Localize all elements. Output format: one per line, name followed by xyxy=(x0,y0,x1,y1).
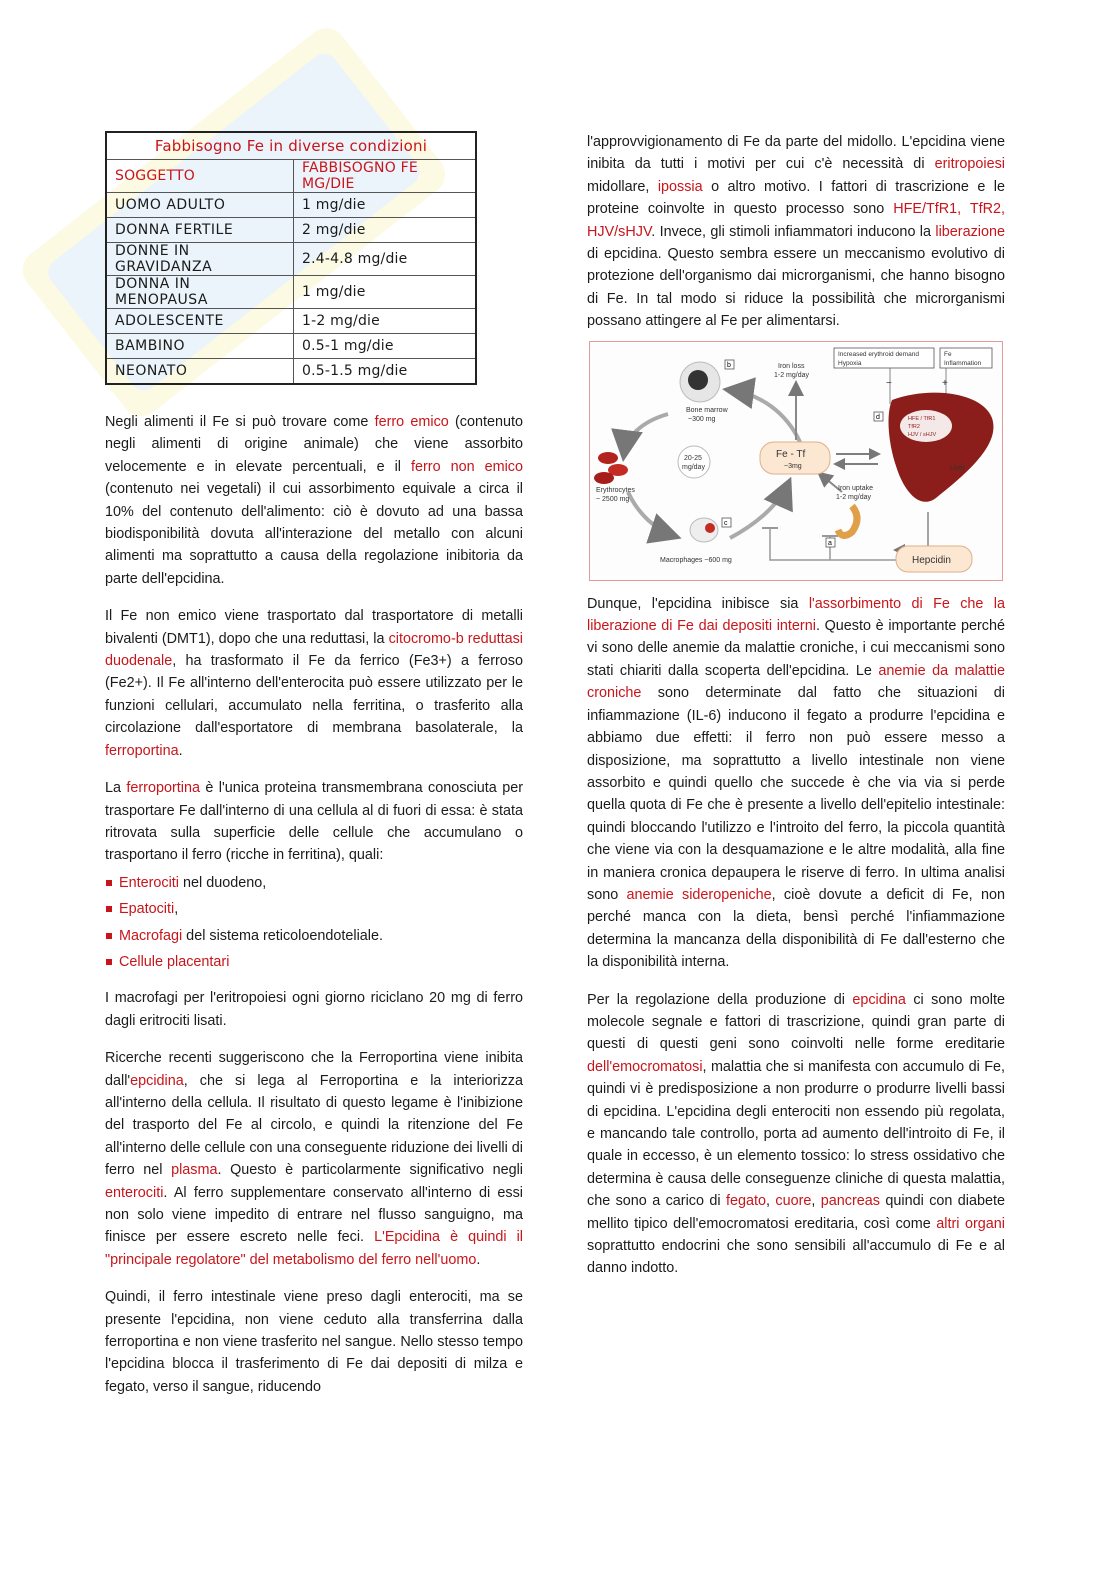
row-subject: UOMO ADULTO xyxy=(106,193,294,218)
row-need: 1-2 mg/die xyxy=(294,309,477,334)
table-row xyxy=(106,193,476,218)
arrow-macrophages-to-fetf xyxy=(730,484,788,538)
paragraph-non-heme-iron: Il Fe non emico viene trasportato dal trasportatore di metalli bivalenti (DMT1), dopo che una reduttasi, la citocromo-b reduttasi duodenale, ha trasformato il Fe da ferrico (Fe3+) a ferroso (Fe2+). Il Fe all'interno dell'enterocita può essere utilizzato per le funzioni cellulari, accumulato nella ferritina, o trasferito alla circolazione dall'esportatore di membrana basolaterale, la ferroportina. xyxy=(105,608,523,759)
row-subject: BAMBINO xyxy=(106,334,294,359)
svg-text:Increased erythroid demand: Increased erythroid demand xyxy=(838,350,919,358)
svg-text:Fe - Tf: Fe - Tf xyxy=(776,448,806,460)
paragraph-ferroportin: La ferroportina è l'unica proteina transmembrana conosciuta per trasportare Fe dall'interno di una cellula al di fuori di essa: è stata ritrovata sulla superficie delle cellule che accumulano o trasportano il ferro (ricche in ferritina), quali: xyxy=(105,780,523,864)
table-caption: Fabbisogno Fe in diverse condizioni xyxy=(106,132,476,160)
svg-text:mg/day: mg/day xyxy=(682,463,705,471)
svg-text:~3mg: ~3mg xyxy=(784,462,802,470)
iron-requirements-table xyxy=(105,131,477,385)
row-subject: ADOLESCENTE xyxy=(106,309,294,334)
svg-text:Erythrocytes: Erythrocytes xyxy=(596,486,635,494)
arrow-fetf-to-marrow xyxy=(730,390,800,442)
arrow-liver-to-hepcidin xyxy=(896,512,928,550)
row-need: 2 mg/die xyxy=(294,218,477,243)
erythrocyte xyxy=(594,472,614,484)
table-row xyxy=(106,276,476,309)
svg-text:Bone marrow: Bone marrow xyxy=(686,406,728,414)
row-need: 1 mg/die xyxy=(294,193,477,218)
paragraph-macrophages: I macrofagi per l'eritropoiesi ogni giorno riciclano 20 mg di ferro dagli eritrociti lisati. xyxy=(105,990,523,1029)
svg-text:~ 2500 mg: ~ 2500 mg xyxy=(596,495,630,503)
right-column xyxy=(587,131,1005,1295)
table-header-need: FABBISOGNO FE MG/DIE xyxy=(294,160,477,193)
paragraph-hepcidin-research: Ricerche recenti suggeriscono che la Ferroportina viene inibita dall'epcidina, che si lega al Ferroportina e la interiorizza all'interno della cellula. Il risultato di questo legame è l'inibizione del trasporto del Fe al circolo, e quindi la ritenzione del Fe all'interno delle cellule con una conseguente riduzione dei livelli di ferro nel plasma. Questo è particolarmente significativo negli enterociti. Al ferro supplementare conservato all'interno di essi non solo viene impedito di entrare nel flusso sanguigno, ma finisce per essere escreto nelle feci. L'Epcidina è quindi il "principale regolatore" del metabolismo del ferro nell'uomo. xyxy=(105,1050,523,1268)
row-subject: DONNA IN MENOPAUSA xyxy=(106,276,294,309)
svg-text:+: + xyxy=(942,377,948,389)
row-subject: DONNE IN GRAVIDANZA xyxy=(106,243,294,276)
daily-rate-circle xyxy=(678,446,710,478)
svg-text:1-2 mg/day: 1-2 mg/day xyxy=(836,493,872,501)
svg-text:TfR2: TfR2 xyxy=(908,423,920,430)
row-need: 1 mg/die xyxy=(294,276,477,309)
erythrocyte xyxy=(598,452,618,464)
svg-text:Hypoxia: Hypoxia xyxy=(838,359,862,367)
arrow-marrow-to-erythrocytes xyxy=(624,414,668,454)
paragraph-heme-iron: Negli alimenti il Fe si può trovare come ferro emico (contenuto negli alimenti di origine animale) che viene assorbito velocemente e in elevate percentuali, e il ferro non emico (contenuto nei vegetali) il cui assorbimento equivale a circa il 10% del contenuto dell'alimento: ciò è dovuto ad una bassa biodisponibilità dovuta all'interazione del metallo con alcuni alimenti ma soprattutto a causa della regolazione inibitoria da parte dell'epcidina. xyxy=(105,414,523,587)
svg-text:Iron loss: Iron loss xyxy=(778,362,805,370)
svg-text:Hepcidin: Hepcidin xyxy=(912,554,951,566)
list-item: Epatociti, xyxy=(105,898,523,920)
list-item: Cellule placentari xyxy=(105,951,523,973)
row-need: 0.5-1.5 mg/die xyxy=(294,359,477,385)
list-item: Macrofagi del sistema reticoloendoteliale. xyxy=(105,925,523,947)
arrow-erythrocytes-to-macrophages xyxy=(628,492,674,536)
svg-text:Liver: Liver xyxy=(950,464,966,472)
table-header-subject: SOGGETTO xyxy=(106,160,294,193)
svg-text:HFE / TfR1: HFE / TfR1 xyxy=(908,415,936,422)
paragraph-hepcidin-inhibition: l'approvvigionamento di Fe da parte del midollo. L'epcidina viene inibita da tutti i motivi per cui c'è necessità di eritropoiesi midollare, ipossia o altro motivo. I fattori di trascrizione e le proteine coinvolte in questo processo sono HFE/TfR1, TfR2, HJV/sHJV. Invece, gli stimoli infiammatori inducono la liberazione di epcidina. Questo sembra essere un meccanismo evolutivo di protezione dell'organismo dai microrganismi, che hanno bisogno di Fe. In tal modo si riduce la possibilità che microrganismi possano attingere al Fe per alimentarsi. xyxy=(587,134,1006,330)
paragraph-chronic-anemia: Dunque, l'epcidina inibisce sia l'assorbimento di Fe che la liberazione di Fe dai depositi interni. Questo è importante perché vi sono delle anemie da malattie croniche, i cui meccanismi sono stati chiariti dalla scoperta dell'epcidina. Le anemie da malattie croniche sono determinate dal fatto che situazioni di infiammazione (IL-6) inducono il fegato a produrre l'epcidina e abbiamo due effetti: il ferro non può essere messo a disposizione, ma soprattutto a livello intestinale non viene assorbito e quindi quello che succede è che via via si perde quella quota di Fe che è presente a livello dell'epitelio intestinale: quindi bloccando l'utilizzo e l'introito del ferro, la piccola quantità che viene via con la desquamazione e le altre modalità, alla fine in maniera cronica depaupera le riserve di ferro. In ultima analisi sono anemie sideropeniche, cioè dovute a deficit di Fe, non perché manca con la dieta, bensì perché l'infiammazione determina la mancanza della disponibilità di Fe dall'esterno che la disponibilità interna. xyxy=(587,595,1005,971)
svg-text:a: a xyxy=(828,539,832,547)
svg-text:HJV / sHJV: HJV / sHJV xyxy=(908,431,937,438)
svg-text:d: d xyxy=(876,413,880,421)
row-need: 0.5-1 mg/die xyxy=(294,334,477,359)
row-subject: NEONATO xyxy=(106,359,294,385)
table-row xyxy=(106,309,476,334)
liver-shape xyxy=(889,392,994,501)
svg-text:b: b xyxy=(727,361,731,369)
svg-text:Iron uptake: Iron uptake xyxy=(838,484,874,492)
bone-marrow-nucleus xyxy=(688,370,708,390)
table-row xyxy=(106,359,476,385)
iron-cycle-diagram xyxy=(589,341,1003,581)
svg-text:20-25: 20-25 xyxy=(684,454,702,462)
paragraph-hemochromatosis: Per la regolazione della produzione di epcidina ci sono molte molecole segnale e fattori di trascrizione, quindi gran parte di questi di questi geni sono coinvolti nelle forme ereditarie dell'emocromatosi, malattia che si manifesta con accumulo di Fe, quindi vi è predisposizione a non produrre o produrre livelli bassi di epcidina. L'epcidina degli enterociti non essendo più regolata, e mancando tale controllo, porta ad aumento dell'introito di Fe, il quale in eccesso, è un elemento tossico: lo stress ossidativo che determina è causa delle conseguenze cliniche di questa malattia, che sono a carico di fegato, cuore, pancreas quindi con diabete mellito tipico dell'emocromatosi ereditaria, così come altri organi soprattutto endocrini che sono sensibili all'accumulo di Fe e al danno indotto. xyxy=(587,991,1006,1277)
table-row xyxy=(106,334,476,359)
left-column xyxy=(105,411,523,1413)
duodenum-shape xyxy=(838,506,857,536)
svg-text:1-2 mg/day: 1-2 mg/day xyxy=(774,371,810,379)
row-subject: DONNA FERTILE xyxy=(106,218,294,243)
row-need: 2.4-4.8 mg/die xyxy=(294,243,477,276)
svg-text:Fe: Fe xyxy=(944,350,952,358)
svg-text:−: − xyxy=(886,377,892,389)
svg-text:c: c xyxy=(724,519,728,527)
svg-text:~300 mg: ~300 mg xyxy=(688,415,716,423)
svg-text:Inflammation: Inflammation xyxy=(944,359,982,367)
list-item: Enterociti nel duodeno, xyxy=(105,872,523,894)
table-row xyxy=(106,218,476,243)
table-row xyxy=(106,243,476,276)
paragraph-intestinal-iron: Quindi, il ferro intestinale viene preso dagli enterociti, ma se presente l'epcidina, non viene ceduto alla transferrina dalla ferroportina e non viene trasferito nel sangue. Nello stesso tempo l'epcidina blocca il trasferimento di Fe dai depositi di milza e fegato, verso il sangue, riducendo xyxy=(105,1289,523,1395)
macrophage-inclusion xyxy=(705,523,715,533)
svg-text:Macrophages ~600 mg: Macrophages ~600 mg xyxy=(660,556,732,564)
cell-type-list xyxy=(105,872,523,974)
